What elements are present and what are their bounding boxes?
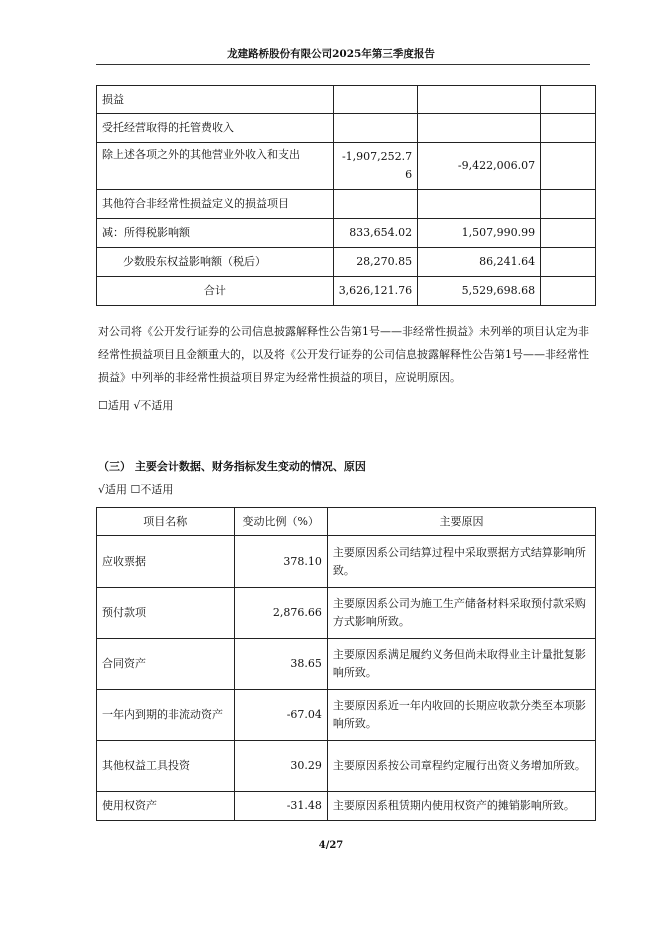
row-value-ytd: -9,422,006.07 (418, 143, 541, 190)
change-ratio: 378.10 (234, 536, 327, 588)
row-value-ytd (418, 114, 541, 143)
row-label-total: 合计 (97, 277, 334, 306)
section-title: （三） 主要会计数据、财务指标发生变动的情况、原因 (98, 460, 366, 473)
change-reasons-table (96, 507, 596, 821)
main-reason: 主要原因系公司结算过程中采取票据方式结算影响所致。 (327, 536, 595, 588)
row-label: 减：所得税影响额 (97, 219, 334, 248)
table-row (97, 690, 596, 741)
item-name: 合同资产 (97, 639, 235, 690)
page-number: 4/27 (318, 840, 344, 851)
row-note-cell (541, 248, 596, 277)
report-header-title: 龙建路桥股份有限公司2025年第三季度报告 (227, 48, 435, 60)
row-label: 受托经营取得的托管费收入 (97, 114, 334, 143)
table-row (97, 219, 596, 248)
item-name: 使用权资产 (97, 792, 235, 821)
row-value-current: 3,626,121.76 (333, 277, 417, 306)
change-ratio: -67.04 (234, 690, 327, 741)
main-reason: 主要原因系近一年内收回的长期应收款分类至本项影响所致。 (327, 690, 595, 741)
row-value-ytd: 5,529,698.68 (418, 277, 541, 306)
row-value-ytd: 1,507,990.99 (418, 219, 541, 248)
table-row (97, 639, 596, 690)
header-main-reason: 主要原因 (327, 508, 595, 536)
table-row (97, 248, 596, 277)
header-divider (96, 64, 590, 65)
table-row (97, 792, 596, 821)
section-applicability-options: √适用 ☐不适用 (98, 483, 174, 496)
table-row (97, 190, 596, 219)
table-row (97, 86, 596, 114)
row-value-current: -1,907,252.76 (333, 143, 417, 190)
table-row (97, 143, 596, 190)
explanation-paragraph: 对公司将《公开发行证券的公司信息披露解释性公告第1号——非经常性损益》未列举的项目认定为非经常性损益项目且金额重大的，以及将《公开发行证券的公司信息披露解释性公告第1号——非经常性损益》中列举的非经常性损益项目界定为经常性损益的项目，应说明原因。 (98, 325, 589, 384)
row-note-cell (541, 114, 596, 143)
main-reason: 主要原因系租赁期内使用权资产的摊销影响所致。 (327, 792, 595, 821)
table-row (97, 114, 596, 143)
row-value-current: 28,270.85 (333, 248, 417, 277)
row-note-cell (541, 143, 596, 190)
change-ratio: -31.48 (234, 792, 327, 821)
row-value-current (333, 190, 417, 219)
main-reason: 主要原因系公司为施工生产储备材料采取预付款采购方式影响所致。 (327, 588, 595, 639)
header-change-ratio: 变动比例（%） (234, 508, 327, 536)
table-row (97, 536, 596, 588)
row-value-current (333, 86, 417, 114)
row-value-current: 833,654.02 (333, 219, 417, 248)
main-reason: 主要原因系按公司章程约定履行出资义务增加所致。 (327, 741, 595, 792)
change-ratio: 2,876.66 (234, 588, 327, 639)
applicability-options: ☐适用 √不适用 (98, 399, 174, 412)
item-name: 一年内到期的非流动资产 (97, 690, 235, 741)
item-name: 其他权益工具投资 (97, 741, 235, 792)
change-ratio: 30.29 (234, 741, 327, 792)
main-reason: 主要原因系满足履约义务但尚未取得业主计量批复影响所致。 (327, 639, 595, 690)
row-label: 损益 (97, 86, 334, 114)
row-value-current (333, 114, 417, 143)
row-note-cell (541, 86, 596, 114)
table-row (97, 277, 596, 306)
table-row (97, 588, 596, 639)
row-note-cell (541, 277, 596, 306)
row-value-ytd (418, 190, 541, 219)
row-note-cell (541, 190, 596, 219)
item-name: 预付款项 (97, 588, 235, 639)
row-label: 其他符合非经常性损益定义的损益项目 (97, 190, 334, 219)
row-value-ytd (418, 86, 541, 114)
row-value-ytd: 86,241.64 (418, 248, 541, 277)
non-recurring-gains-table (96, 85, 596, 306)
row-label: 除上述各项之外的其他营业外收入和支出 (97, 143, 334, 190)
header-item-name: 项目名称 (97, 508, 235, 536)
table-row (97, 741, 596, 792)
table-header-row (97, 508, 596, 536)
row-label: 少数股东权益影响额（税后） (97, 248, 334, 277)
change-ratio: 38.65 (234, 639, 327, 690)
row-note-cell (541, 219, 596, 248)
item-name: 应收票据 (97, 536, 235, 588)
